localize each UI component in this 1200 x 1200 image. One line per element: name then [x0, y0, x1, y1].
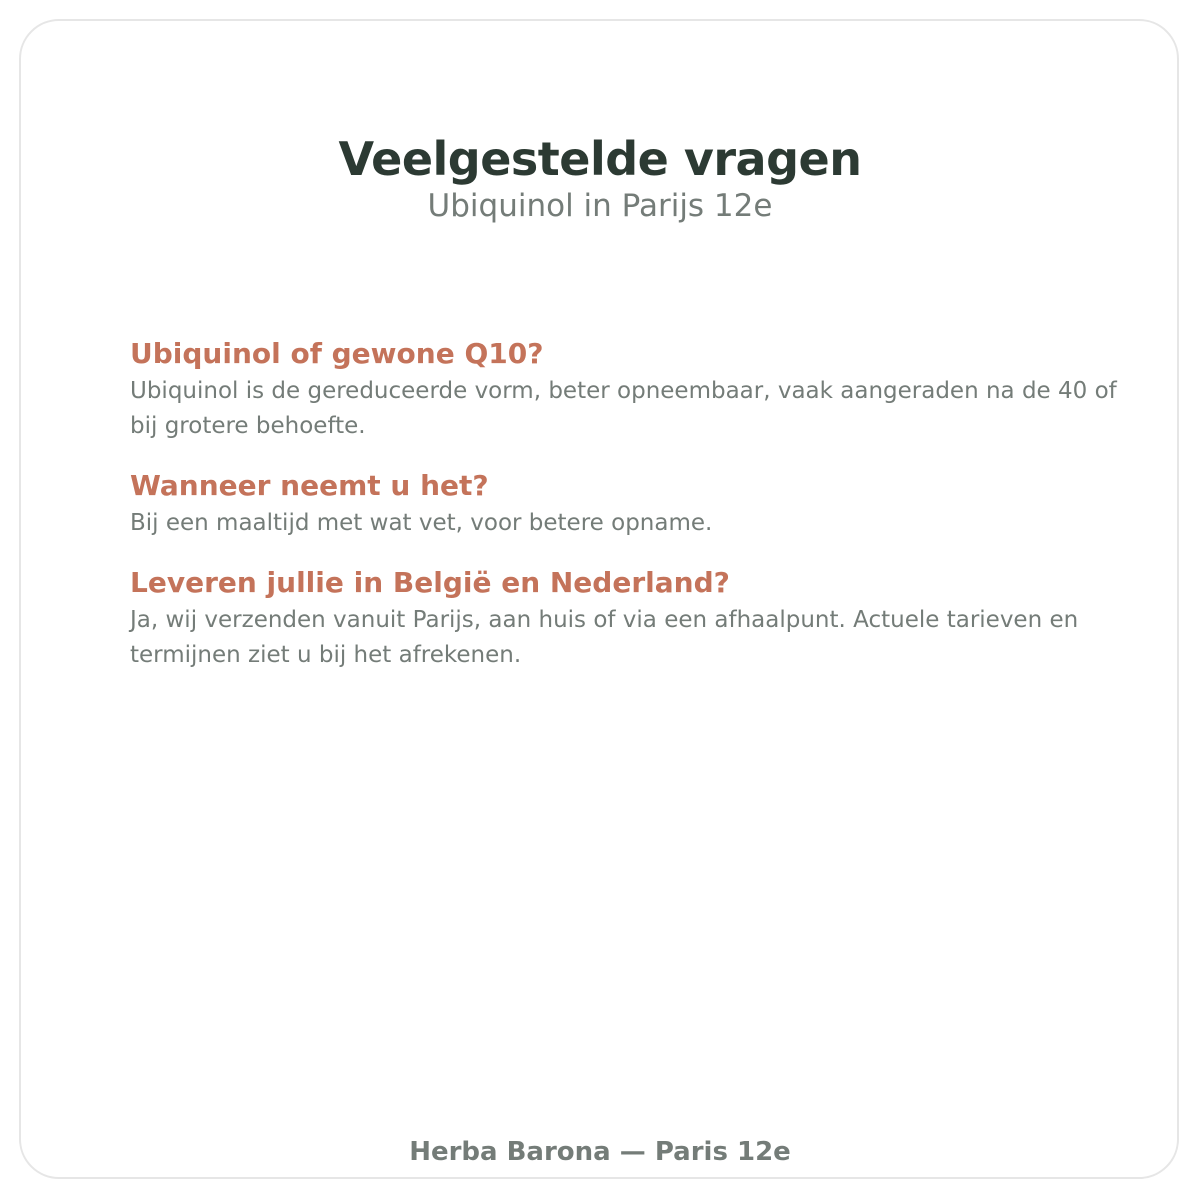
faq-answer: Ubiquinol is de gereduceerde vorm, beter opneembaar, vaak aangeraden na de 40 of bij grotere behoefte. [130, 378, 1117, 439]
faq-question: Ubiquinol of gewone Q10? [130, 337, 544, 370]
faq-question: Leveren jullie in België en Nederland? [130, 566, 730, 599]
faq-item [130, 563, 1120, 673]
faq-question: Wanneer neemt u het? [130, 469, 489, 502]
faq-item [130, 334, 1120, 444]
faq-answer: Bij een maaltijd met wat vet, voor betere opname. [130, 510, 713, 536]
page-subtitle: Ubiquinol in Parijs 12e [427, 188, 773, 224]
faq-item [130, 466, 1120, 541]
faq-list [130, 334, 1120, 673]
faq-answer: Ja, wij verzenden vanuit Parijs, aan huis of via een afhaalpunt. Actuele tarieven en termijnen ziet u bij het afrekenen. [130, 607, 1079, 668]
page-title: Veelgestelde vragen [338, 131, 862, 186]
footer-brand: Herba Barona — Paris 12e [409, 1137, 791, 1167]
